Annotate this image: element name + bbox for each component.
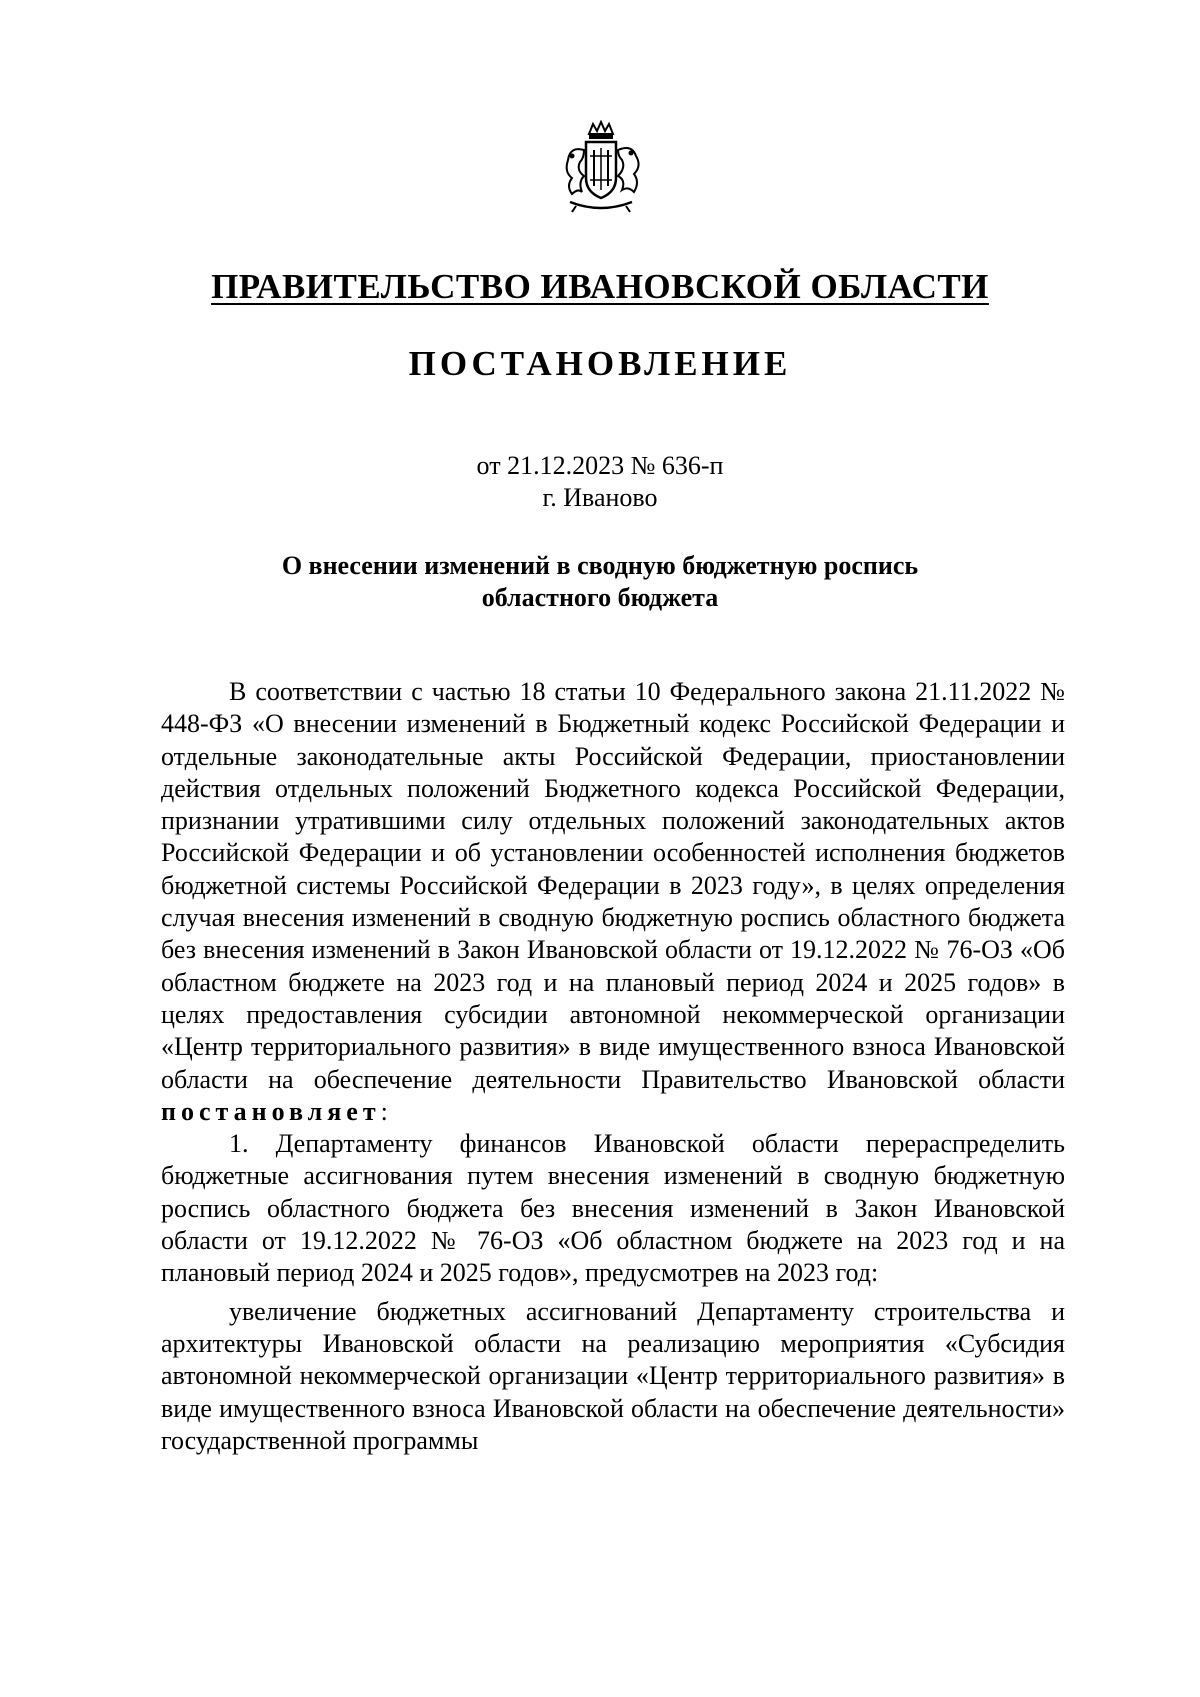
government-title <box>0 265 1200 309</box>
keyword-colon: : <box>380 1096 388 1126</box>
document-body <box>161 676 1065 1457</box>
government-title-text: ПРАВИТЕЛЬСТВО ИВАНОВСКОЙ ОБЛАСТИ <box>211 267 989 306</box>
body-paragraph-1 <box>161 676 1065 1128</box>
subject-line-2: областного бюджета <box>481 583 719 612</box>
body-paragraph-3: увеличение бюджетных ассигнований Департаменту строительства и архитектуры Ивановской области на реализацию мероприятия «Субсидия автономной некоммерческой организации «Центр территориального развития» в виде имущественного взноса Ивановской области на обеспечение деятельности» государственной программы <box>161 1296 1065 1455</box>
document-type: ПОСТАНОВЛЕНИЕ <box>408 344 792 383</box>
document-date-number: от 21.12.2023 № 636-п <box>476 451 724 480</box>
document-city: г. Иваново <box>542 483 658 512</box>
body-paragraph-2: 1. Департаменту финансов Ивановской области перераспределить бюджетные ассигнования путем внесения изменений в сводную бюджетную роспись областного бюджета без внесения изменений в Закон Ивановской области от 19.12.2022 № 76-ОЗ «Об областном бюджете на 2023 год и на плановый период 2024 и 2025 годов», предусмотрев на 2023 год: <box>161 1129 1065 1288</box>
paragraph-1-text: В соответствии с частью 18 статьи 10 Федерального закона 21.11.2022 № 448-ФЗ «О внесении изменений в Бюджетный кодекс Российской Федерации и отдельные законодательные акты Российской Федерации, приостановлении действия отдельных положений Бюджетного кодекса Российской Федерации, признании утратившими силу отдельных положений законодательных актов Российской Федерации и об установлении особенностей исполнения бюджетов бюджетной системы Российской Федерации в 2023 году», в целях определения случая внесения изменений в сводную бюджетную роспись областного бюджета без внесения изменений в Закон Ивановской области от 19.12.2022 № 76-ОЗ «Об областном бюджете на 2023 год и на плановый период 2024 и 2025 годов» в целях предоставления субсидии автономной некоммерческой организации «Центр территориального развития» в виде имущественного взноса Ивановской области на обеспечение деятельности Правительство Ивановской области <box>161 677 1065 1094</box>
coat-of-arms-icon <box>556 120 646 220</box>
resolution-keyword: постановляет <box>161 1096 381 1126</box>
subject-line-1: О внесении изменений в сводную бюджетную роспись <box>281 551 919 580</box>
